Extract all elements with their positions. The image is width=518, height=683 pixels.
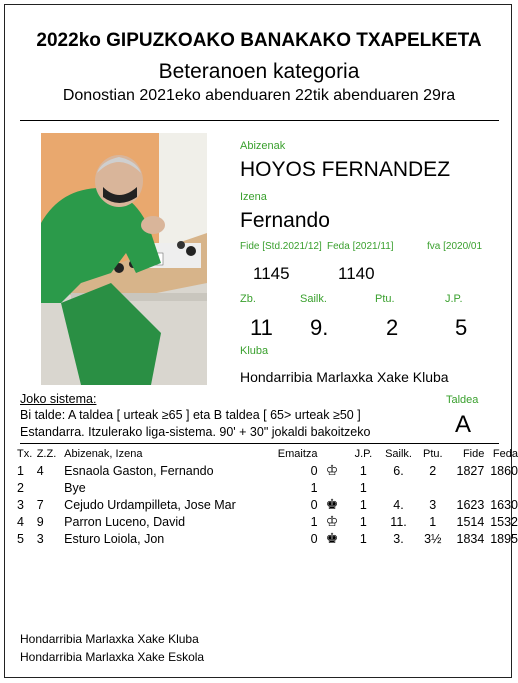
- table-cell: 2: [17, 481, 24, 495]
- table-cell: [417, 480, 449, 497]
- black-king-icon: ♚: [325, 496, 339, 512]
- system-line1: Bi talde: A taldea [ urteak ≥65 ] eta B taldea [ 65> urteak ≥50 ]: [20, 408, 361, 422]
- piece-color-icon: [318, 497, 347, 514]
- fide-label: Fide [Std.2021/12]: [240, 241, 322, 252]
- category-title: Beteranoen kategoria: [158, 60, 360, 83]
- table-cell: [380, 480, 416, 497]
- fva-label: fva [2020/01: [427, 241, 483, 252]
- table-cell: 0: [310, 532, 318, 546]
- system-heading: Joko sistema:: [20, 392, 97, 406]
- white-king-icon: ♔: [325, 462, 339, 478]
- player-surname: HOYOS FERNANDEZ: [240, 158, 451, 181]
- table-cell: 1895: [490, 532, 518, 546]
- col-header: Ptu.: [422, 448, 443, 460]
- name-label: Izena: [240, 191, 267, 203]
- col-header: Z.Z.: [36, 448, 57, 460]
- tournament-title: 2022ko GIPUZKOAKO BANAKAKO TXAPELKETA: [36, 30, 482, 51]
- table-cell: 3: [17, 498, 24, 512]
- table-cell: 1: [359, 481, 367, 495]
- system-line2: Estandarra. Itzulerako liga-sistema. 90' + 30" jokaldi bakoitzeko: [20, 425, 371, 439]
- table-cell: [37, 480, 64, 497]
- footer-club: Hondarribia Marlaxka Xake Kluba: [20, 632, 199, 646]
- table-cell: 7: [36, 498, 44, 512]
- table-cell: 3½: [424, 532, 442, 546]
- table-cell: Esnaola Gaston, Fernando: [64, 464, 214, 478]
- table-cell: 1623: [456, 498, 485, 512]
- col-header: Sailk.: [385, 448, 412, 460]
- table-cell: 6.: [393, 464, 404, 478]
- table-cell: Parron Luceno, David: [64, 515, 186, 529]
- surname-label: Abizenak: [240, 140, 286, 152]
- table-cell: 1: [310, 515, 318, 529]
- table-cell: 4: [36, 464, 44, 478]
- col-header: Tx.: [17, 448, 33, 460]
- piece-color-icon: [318, 531, 347, 548]
- table-cell: 0: [310, 464, 318, 478]
- player-photo: [41, 133, 207, 385]
- table-cell: Esturo Loiola, Jon: [64, 532, 165, 546]
- table-row: [17, 531, 518, 548]
- footer-school: Hondarribia Marlaxka Xake Eskola: [20, 650, 205, 664]
- table-cell: 3: [429, 498, 437, 512]
- table-cell: 1630: [490, 498, 518, 512]
- ptu-label: Ptu.: [375, 293, 395, 305]
- table-cell: 2: [429, 464, 437, 478]
- piece-color-icon: [318, 480, 347, 497]
- table-cell: 1827: [456, 464, 485, 478]
- piece-color-icon: [318, 463, 347, 480]
- table-cell: 3: [36, 532, 44, 546]
- table-row: [17, 480, 518, 497]
- table-cell: Cejudo Urdampilleta, Jose Mar: [64, 498, 236, 512]
- table-cell: 1834: [456, 532, 485, 546]
- player-club: Hondarribia Marlaxka Xake Kluba: [240, 369, 449, 385]
- jp-label: J.P.: [445, 293, 463, 305]
- black-king-icon: ♚: [325, 530, 339, 546]
- sailk-label: Sailk.: [300, 293, 327, 305]
- table-cell: 4: [17, 515, 24, 529]
- table-cell: 11.: [390, 515, 407, 529]
- col-header: J.P.: [354, 448, 373, 460]
- piece-color-icon: [318, 514, 347, 531]
- col-header: Abizenak, Izena: [64, 448, 143, 460]
- table-cell: [484, 480, 518, 497]
- player-name: Fernando: [240, 209, 330, 232]
- table-row: [17, 497, 518, 514]
- table-cell: 3.: [393, 532, 404, 546]
- table-cell: 1: [429, 515, 437, 529]
- team-label: Taldea: [446, 394, 479, 406]
- player-team: A: [455, 411, 472, 438]
- col-header: [318, 446, 347, 463]
- table-cell: 1: [359, 532, 367, 546]
- table-cell: 1514: [456, 515, 485, 529]
- table-cell: Bye: [64, 481, 86, 495]
- table-row: [17, 463, 518, 480]
- tournament-dates: Donostian 2021eko abenduaren 22tik abenduaren 29ra: [62, 87, 456, 104]
- player-zb: 11: [250, 315, 273, 340]
- player-sailk: 9.: [310, 315, 329, 340]
- table-cell: 1532: [490, 515, 518, 529]
- header-divider: [20, 120, 499, 121]
- feda-label: Feda [2021/11]: [327, 241, 394, 252]
- table-top-divider: [20, 443, 499, 444]
- table-cell: 4.: [393, 498, 404, 512]
- player-ptu: 2: [386, 315, 399, 340]
- table-cell: 9: [36, 515, 44, 529]
- feda-rating: 1140: [338, 264, 375, 283]
- table-cell: 5: [17, 532, 24, 546]
- zb-label: Zb.: [240, 293, 256, 305]
- table-header-row: [17, 446, 518, 463]
- table-cell: 1: [310, 481, 318, 495]
- col-header: Feda: [492, 448, 518, 460]
- table-row: [17, 514, 518, 531]
- table-cell: 1: [17, 464, 24, 478]
- col-header: Emaitza: [277, 448, 318, 460]
- results-table: [17, 446, 518, 548]
- table-cell: 1: [359, 498, 367, 512]
- club-label: Kluba: [240, 345, 269, 357]
- table-cell: [449, 480, 484, 497]
- table-cell: 1: [359, 515, 367, 529]
- white-king-icon: ♔: [325, 513, 339, 529]
- fide-rating: 1145: [253, 264, 290, 283]
- table-cell: 0: [310, 498, 318, 512]
- table-cell: 1860: [490, 464, 518, 478]
- player-jp: 5: [455, 315, 468, 340]
- table-cell: 1: [359, 464, 367, 478]
- col-header: Fide: [462, 448, 485, 460]
